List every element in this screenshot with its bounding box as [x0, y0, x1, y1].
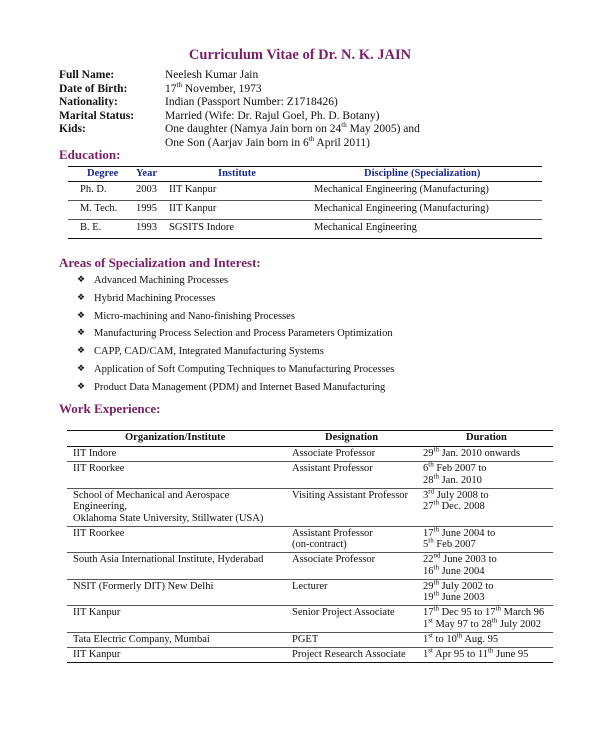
- cell-organization: [73, 490, 263, 525]
- cell-designation: [292, 490, 408, 502]
- duration-line: [423, 498, 489, 513]
- header-duration: Duration: [466, 432, 507, 443]
- work-heading: Work Experience:: [59, 401, 161, 416]
- organization-line: IIT Roorkee: [73, 463, 125, 474]
- duration-text: Dec 95 to 17: [438, 607, 496, 618]
- organization-line: NSIT (Formerly DIT) New Delhi: [73, 580, 214, 592]
- header-year: Year: [136, 168, 157, 179]
- duration-day: 16: [423, 565, 434, 577]
- duration-text: Feb 2007: [433, 539, 476, 550]
- duration-suffix: rd: [428, 487, 435, 495]
- duration-day: 6: [423, 463, 429, 474]
- duration-day: 3: [423, 489, 429, 501]
- duration-text: July 2008 to: [434, 489, 489, 501]
- duration-day: 1: [423, 648, 429, 660]
- duration-text: March 96: [500, 607, 545, 618]
- table-row: [68, 201, 542, 220]
- designation-line: Associate Professor: [292, 554, 376, 565]
- duration-text: Dec. 2008: [438, 501, 485, 512]
- duration-text: June 95: [493, 648, 529, 660]
- list-item-text: Manufacturing Process Selection and Process Parameters Optimization: [94, 328, 393, 340]
- organization-line: IIT Kanpur: [73, 607, 121, 618]
- duration-line: [423, 472, 487, 487]
- duration-suffix: th: [428, 460, 434, 469]
- list-item-text: CAPP, CAD/CAM, Integrated Manufacturing Systems: [94, 346, 324, 358]
- duration-suffix: th: [433, 578, 439, 586]
- duration-text: May 97 to 28: [432, 618, 492, 630]
- organization-line: Engineering,: [73, 501, 127, 512]
- cell-discipline: Mechanical Engineering: [314, 222, 417, 233]
- duration-suffix: th: [433, 589, 439, 598]
- duration-suffix: nd: [433, 551, 441, 560]
- cell-designation: [292, 528, 373, 551]
- cell-duration: [423, 525, 496, 551]
- specialization-heading: Areas of Specialization and Interest:: [59, 255, 261, 270]
- cell-degree: Ph. D.: [80, 184, 107, 195]
- education-table: [68, 166, 542, 239]
- organization-line: Tata Electric Company, Mumbai: [73, 633, 210, 645]
- table-row: [67, 633, 553, 648]
- cell-degree: B. E.: [80, 222, 102, 233]
- designation-line: Senior Project Associate: [292, 607, 395, 618]
- cell-designation: [292, 649, 406, 661]
- duration-day: 22: [423, 554, 434, 565]
- education-heading: Education:: [59, 147, 121, 162]
- cell-discipline: Mechanical Engineering (Manufacturing): [314, 184, 489, 195]
- dob-value: [165, 80, 262, 95]
- duration-day: 5: [423, 539, 429, 550]
- cell-degree: M. Tech.: [80, 203, 118, 214]
- bullet-icon: ❖: [77, 292, 86, 303]
- cell-designation: [292, 554, 375, 566]
- nationality-label: Nationality:: [59, 96, 118, 108]
- header-organization: Organization/Institute: [125, 432, 226, 443]
- organization-line: Oklahoma State University, Stillwater (USA): [73, 512, 264, 524]
- marital-value: Married (Wife: Dr. Rajul Goel, Ph. D. Botany): [165, 109, 380, 122]
- duration-suffix: th: [487, 646, 494, 654]
- duration-text: June 2003: [438, 592, 485, 603]
- duration-suffix: th: [495, 604, 501, 613]
- duration-line: [423, 604, 545, 619]
- dob-label: Date of Birth:: [59, 82, 128, 95]
- full-name-value: Neelesh Kumar Jain: [165, 69, 259, 81]
- kid2-pre: One Son (Aarjav Jain born in 6: [165, 137, 309, 149]
- organization-line: IIT Kanpur: [73, 648, 121, 660]
- cell-institute: IIT Kanpur: [169, 184, 217, 195]
- organization-line: South Asia International Institute, Hyderabad: [73, 554, 264, 565]
- duration-suffix: th: [433, 604, 439, 613]
- duration-line: [423, 445, 521, 460]
- header-discipline: Discipline (Specialization): [364, 168, 481, 179]
- table-row: [67, 489, 553, 527]
- duration-suffix: st: [428, 646, 433, 654]
- duration-text: to 10: [432, 633, 457, 645]
- duration-day: 1: [423, 618, 429, 630]
- kid2-post: April 2011): [314, 137, 370, 149]
- list-item-text: Product Data Management (PDM) and Internet Based Manufacturing: [94, 381, 386, 393]
- duration-suffix: th: [491, 616, 498, 624]
- kid1-post: May 2005) and: [346, 123, 420, 135]
- designation-line: Lecturer: [292, 580, 328, 592]
- duration-line: [423, 646, 529, 661]
- cell-organization: [73, 554, 263, 566]
- organization-line: School of Mechanical and Aerospace: [73, 489, 230, 501]
- marital-label: Marital Status:: [59, 109, 135, 122]
- cell-organization: [73, 528, 124, 540]
- kid1-suffix: th: [341, 121, 347, 130]
- nationality-value: Indian (Passport Number: Z1718426): [165, 96, 338, 108]
- duration-line: [423, 616, 544, 631]
- duration-text: July 2002: [497, 618, 542, 630]
- duration-suffix: st: [428, 631, 433, 639]
- duration-suffix: th: [433, 498, 439, 507]
- education-rows: [68, 182, 542, 239]
- table-row: [67, 648, 553, 663]
- cell-organization: [73, 607, 120, 619]
- duration-text: June 2004: [438, 565, 485, 577]
- header-institute: Institute: [218, 168, 256, 179]
- cell-duration: [423, 487, 489, 513]
- table-row: [67, 527, 553, 554]
- designation-line: (on-contract): [292, 539, 347, 550]
- full-name-label: Full Name:: [59, 69, 115, 81]
- list-item-text: Micro-machining and Nano-finishing Processes: [94, 310, 295, 322]
- header-degree: Degree: [87, 168, 119, 179]
- organization-line: IIT Indore: [73, 448, 117, 459]
- cell-organization: [73, 463, 124, 475]
- dob-suffix: th: [176, 80, 182, 89]
- cell-institute: SGSITS Indore: [169, 222, 235, 233]
- list-item-text: Application of Soft Computing Techniques to Manufacturing Processes: [94, 363, 395, 375]
- table-row: [67, 447, 553, 462]
- duration-text: June 2004 to: [438, 527, 496, 539]
- cell-designation: [292, 607, 395, 619]
- cell-duration: [423, 445, 521, 460]
- document-title: Curriculum Vitae of Dr. N. K. JAIN: [188, 47, 412, 63]
- bullet-icon: ❖: [77, 363, 86, 374]
- duration-day: 29: [423, 580, 434, 592]
- duration-suffix: th: [433, 472, 439, 480]
- table-row: [67, 606, 553, 633]
- duration-text: Feb 2007 to: [433, 463, 487, 474]
- duration-suffix: th: [433, 445, 439, 454]
- cell-organization: [73, 649, 120, 661]
- cell-organization: [73, 581, 213, 593]
- table-row: [68, 220, 542, 239]
- table-row: [67, 462, 553, 489]
- work-table: [67, 430, 553, 663]
- cell-organization: [73, 448, 116, 460]
- duration-day: 29: [423, 448, 434, 459]
- designation-line: Project Research Associate: [292, 648, 406, 660]
- cell-designation: [292, 448, 375, 460]
- kids-label: Kids:: [59, 123, 86, 135]
- duration-text: July 2002 to: [438, 580, 494, 592]
- cell-designation: [292, 581, 328, 593]
- table-row: [68, 182, 542, 201]
- kid2-suffix: th: [308, 135, 315, 144]
- cell-year: 1993: [136, 222, 157, 233]
- education-header-row: [68, 166, 542, 182]
- work-rows: [67, 447, 553, 663]
- kids-value-1: [165, 123, 420, 135]
- organization-line: IIT Roorkee: [73, 527, 125, 539]
- kid1-pre: One daughter (Namya Jain born on 24: [165, 123, 342, 135]
- duration-suffix: st: [428, 616, 433, 624]
- kids-value-2: [165, 137, 370, 149]
- duration-text: Apr 95 to 11: [432, 648, 488, 660]
- duration-day: 27: [423, 501, 434, 512]
- duration-day: 1: [423, 633, 429, 645]
- designation-line: PGET: [292, 633, 319, 645]
- cell-duration: [423, 551, 497, 577]
- cell-duration: [423, 460, 487, 486]
- table-row: [67, 553, 553, 580]
- cell-duration: [423, 646, 529, 661]
- duration-text: Aug. 95: [462, 633, 499, 645]
- duration-suffix: th: [428, 536, 434, 545]
- header-designation: Designation: [325, 432, 379, 443]
- list-item-text: Advanced Machining Processes: [94, 275, 229, 286]
- duration-text: Jan. 2010: [438, 474, 482, 486]
- duration-text: June 2003 to: [440, 554, 497, 565]
- duration-day: 19: [423, 592, 434, 603]
- designation-line: Visiting Assistant Professor: [292, 489, 409, 501]
- cell-discipline: Mechanical Engineering (Manufacturing): [314, 203, 489, 214]
- duration-suffix: th: [456, 631, 463, 639]
- cell-designation: [292, 634, 318, 646]
- work-header-row: [67, 430, 553, 447]
- duration-line: [423, 631, 499, 646]
- cell-institute: IIT Kanpur: [169, 203, 217, 214]
- cell-year: 1995: [136, 203, 157, 214]
- cell-designation: [292, 463, 373, 475]
- cell-duration: [423, 631, 499, 646]
- cell-duration: [423, 578, 494, 604]
- duration-day: 17: [423, 607, 434, 618]
- bullet-icon: ❖: [77, 275, 86, 285]
- designation-line: Assistant Professor: [292, 527, 373, 539]
- cell-year: 2003: [136, 184, 157, 195]
- table-row: [67, 580, 553, 607]
- dob-rest: November, 1973: [181, 82, 262, 95]
- list-item-text: Hybrid Machining Processes: [94, 292, 216, 304]
- duration-suffix: th: [433, 525, 439, 533]
- duration-day: 28: [423, 474, 434, 486]
- bullet-icon: ❖: [77, 328, 86, 339]
- duration-text: Jan. 2010 onwards: [438, 448, 521, 459]
- designation-line: Associate Professor: [292, 448, 376, 459]
- cell-duration: [423, 604, 545, 630]
- duration-day: 17: [423, 527, 434, 539]
- bullet-icon: ❖: [77, 346, 86, 357]
- bullet-icon: ❖: [77, 310, 86, 321]
- dob-day: 17: [165, 82, 177, 95]
- designation-line: Assistant Professor: [292, 463, 373, 474]
- bullet-icon: ❖: [77, 381, 86, 392]
- duration-suffix: th: [433, 563, 439, 571]
- duration-line: [423, 563, 497, 578]
- cell-organization: [73, 634, 210, 646]
- duration-line: [423, 589, 494, 604]
- duration-line: [423, 536, 495, 551]
